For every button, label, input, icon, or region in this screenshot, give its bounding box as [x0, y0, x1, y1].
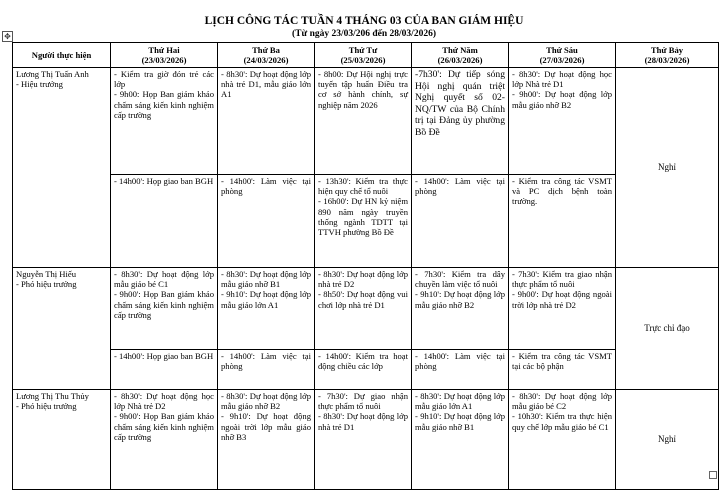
schedule-cell: - 14h00': Làm việc tại phòng — [412, 175, 509, 268]
header-person: Người thực hiện — [13, 43, 111, 68]
header-day-tuesday: Thứ Ba (24/03/2026) — [218, 43, 315, 68]
schedule-cell: - 14h00': Làm việc tại phòng — [218, 175, 315, 268]
schedule-cell: - Kiểm tra giờ đón trẻ các lớp - 9h00: Họp Ban giám khảo chấm sáng kiến kinh nghiệm cấp trường — [111, 68, 218, 175]
schedule-cell: - 14h00': Họp giao ban BGH — [111, 175, 218, 268]
resize-icon[interactable] — [709, 471, 717, 479]
schedule-cell: - Kiểm tra công tác VSMT tại các bộ phận — [509, 350, 616, 390]
schedule-cell: -7h30': Dự tiếp sóng Hội nghị quán triệt Nghị quyết số 02-NQ/TW của Bộ Chính trị tại Đảng ủy phường Bồ Đề — [412, 68, 509, 175]
header-day-saturday: Thứ Bảy (28/03/2026) — [616, 43, 719, 68]
table-row — [13, 350, 719, 390]
schedule-table — [12, 42, 719, 490]
person-cell: Lương Thị Tuấn Anh - Hiệu trưởng — [13, 68, 111, 268]
schedule-cell: - 14h00': Làm việc tại phòng — [412, 350, 509, 390]
schedule-cell: - 8h30': Dự hoạt động lớp nhà trẻ D2 - 8h50': Dự hoạt động vui chơi lớp nhà trẻ D1 — [315, 268, 412, 350]
saturday-cell: Trực chỉ đạo — [616, 268, 719, 390]
schedule-cell: - 8h30': Dự hoạt động học lớp Nhà trẻ D2 - 9h00': Họp Ban giám khảo chấm sáng kiến kinh nghiệm cấp trường — [111, 390, 218, 490]
schedule-cell: - 8h30': Dự hoạt động lớp mẫu giáo lớn A1 - 9h10': Dự hoạt động lớp mẫu giáo nhỡ B1 — [412, 390, 509, 490]
schedule-cell: - 8h30': Dự hoạt động lớp mẫu giáo nhỡ B2 - 9h10': Dự hoạt động ngoài trời lớp mẫu giáo nhỡ B3 — [218, 390, 315, 490]
saturday-cell: Nghỉ — [616, 390, 719, 490]
header-day-monday: Thứ Hai (23/03/2026) — [111, 43, 218, 68]
schedule-cell: - 7h30': Kiểm tra dây chuyền làm việc tổ nuôi - 9h10': Dự hoạt động lớp mẫu giáo nhỡ B2 — [412, 268, 509, 350]
table-header-row — [13, 43, 719, 68]
table-row — [13, 175, 719, 268]
schedule-cell: - Kiểm tra công tác VSMT và PC dịch bệnh toàn trường. — [509, 175, 616, 268]
schedule-cell: - 14h00': Làm việc tại phòng — [218, 350, 315, 390]
schedule-cell: - 8h30': Dự hoạt động học lớp Nhà trẻ D1 - 9h00': Dự hoạt động lớp mẫu giáo nhỡ B2 — [509, 68, 616, 175]
header-day-friday: Thứ Sáu (27/03/2026) — [509, 43, 616, 68]
table-row — [13, 390, 719, 490]
schedule-cell: - 8h30': Dự hoạt động lớp mẫu giáo bé C1 - 9h00': Họp Ban giám khảo chấm sáng kiến kinh nghiệm cấp trường — [111, 268, 218, 350]
header-day-wednesday: Thứ Tư (25/03/2026) — [315, 43, 412, 68]
schedule-cell: - 7h30': Dự giao nhận thực phẩm tổ nuôi - 8h30': Dự hoạt động lớp nhà trẻ D1 — [315, 390, 412, 490]
schedule-cell: - 8h30': Dự hoạt động lớp mẫu giáo nhỡ B1 - 9h10': Dự hoạt động lớp mẫu giáo lớn A1 — [218, 268, 315, 350]
schedule-cell: - 8h00: Dự Hội nghị trực tuyến tập huấn Điều tra cơ sở hành chính, sự nghiệp năm 2026 — [315, 68, 412, 175]
schedule-cell: - 8h30': Dự hoạt động lớp mẫu giáo bé C2 - 10h30': Kiểm tra thực hiện quy chế lớp mẫu giáo bé C1 — [509, 390, 616, 490]
date-range-subtitle: (Từ ngày 23/03/206 đến 28/03/2026) — [292, 29, 436, 39]
schedule-cell: - 14h00': Họp giao ban BGH — [111, 350, 218, 390]
page-title: LỊCH CÔNG TÁC TUẦN 4 THÁNG 03 CỦA BAN GIÁM HIỆU — [204, 15, 524, 27]
header-day-thursday: Thứ Năm (26/03/2026) — [412, 43, 509, 68]
schedule-cell: - 8h30': Dự hoạt động lớp nhà trẻ D1, mẫu giáo lớn A1 — [218, 68, 315, 175]
person-cell: Nguyễn Thị Hiếu - Phó hiệu trưởng — [13, 268, 111, 390]
move-icon[interactable]: ✥ — [2, 31, 13, 42]
schedule-cell: - 7h30': Kiểm tra giao nhận thực phẩm tổ nuôi - 9h00': Dự hoạt động ngoài trời lớp nhà trẻ D2 — [509, 268, 616, 350]
saturday-cell: Nghỉ — [616, 68, 719, 268]
schedule-cell: - 13h30': Kiểm tra thực hiện quy chế tổ nuôi - 16h00': Dự HN kỷ niệm 890 năm ngày truyền thống ngành TDTT tại TTVH phường Bồ Đề — [315, 175, 412, 268]
schedule-cell: - 14h00': Kiểm tra hoạt động chiều các lớp — [315, 350, 412, 390]
person-cell: Lương Thị Thu Thủy - Phó hiệu trưởng — [13, 390, 111, 490]
table-row — [13, 268, 719, 350]
table-row — [13, 68, 719, 175]
